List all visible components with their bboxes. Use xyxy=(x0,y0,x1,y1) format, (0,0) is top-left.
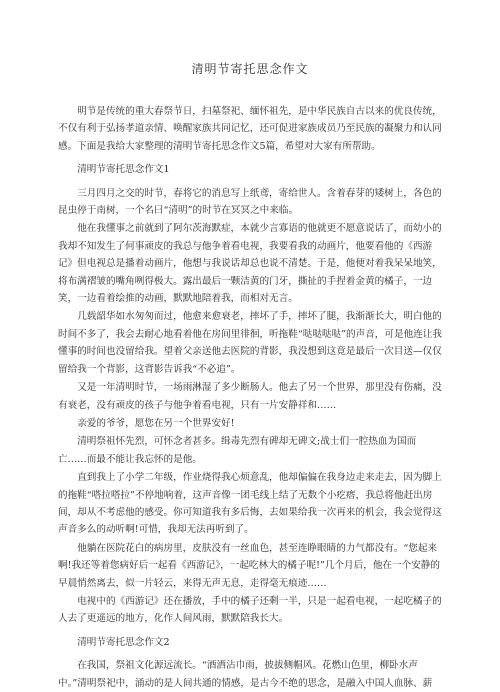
essay-1-paragraph-9: 电视中的《西游记》还在播放，手中的橘子还剩一半，只是一起看电视，一起吃橘子的人去了更遥远的地方，化作人间风雨，默默陪我长大。 xyxy=(58,595,442,625)
essay-1-paragraph-3: 几载韶华如水匆匆而过，他愈来愈衰老，摔坏了手，摔坏了腿，我渐渐长大，明白他的时间不多了，我会去耐心地看着他在房间里徘徊，听拖鞋“哒哒哒哒”的声音，可是他连让我懂事的时间也没留给我。望着父亲送他去医院的背影，我没想到这竟是最后一次目送—仅仅留给我一个背影，这背影告诉我“不必追”。 xyxy=(58,311,442,375)
essay-1-paragraph-6: 清明祭祖怀先烈，可怀念者甚多。缉毒先烈有碑却无碑文;战士们一腔热血为国而亡……而最不能让我忘怀的是他。 xyxy=(58,436,417,465)
essay-2-heading: 清明节寄托思念作文2 xyxy=(77,636,170,648)
essay-1-heading: 清明节寄托思念作文1 xyxy=(77,164,170,176)
essay-1-paragraph-7: 直到我上了小学二年级，作业烧得我心烦意乱，他却偏偏在我身边走来走去，因为脚上的拖鞋“嗒拉嗒拉”不停地响着，这声音像一团毛线上结了无数个小疙瘩，我总将他赶出房间，却从不考虑他的感受。你可知道我有多后悔，去如果给我一次再来的机会，我会觉得这声音多么的动听啊!可惜，我却无法再听到了。 xyxy=(58,472,442,536)
essay-1-paragraph-8: 他躺在医院花白的病房里，皮肤没有一丝血色，甚至连睁眼睛的力气都没有。“您起来啊!我还等着您病好后一起看《西游记》，一起吃林大的橘子呢!”几个月后，他在一个安静的早晨悄然离去，似一片轻云，来得无声无息，走得毫无痕迹…… xyxy=(58,542,440,589)
intro-paragraph: 明节是传统的重大春祭节日，扫墓祭祀、缅怀祖先，是中华民族自古以来的优良传统，不仅有利于弘扬孝道亲情、唤醒家族共同记忆，还可促进家族成员乃至民族的凝聚力和认同感。下面是我给大家整理的清明节寄托思念作文5篇，希望对大家有所帮助。 xyxy=(58,106,442,152)
document-title: 清明节寄托思念作文 xyxy=(191,62,309,76)
essay-1-paragraph-5: 亲爱的爷爷，愿您在另一个世界安好! xyxy=(77,417,235,429)
essay-2-paragraph-1: 在我国，祭祖文化源远流长。“酒洒沾巾雨，披拔侧帽风。花燃山色里，柳卧水声中。”清明祭祀中，涌动的是人间共通的情感，是古今不绝的思念，是融入中国人血脉、薪 xyxy=(58,660,433,689)
essay-1-paragraph-2: 他在我懂事之前就到了阿尔茨海默症，本就少言寡语的他就更不愿意说话了，而幼小的我却不知发生了何事顽皮的我总与他争着看电视，我要看我的动画片，他要看他的《西游记》但电视总是播着动画片，他想与我说话却总也说不清楚。于是，他便对着我呆呆地笑，将布满褶皱的嘴角咧得极大。露出最后一颗洁黄的门牙，撕扯的手捏着金黄的橘子，一边笑，一边看着绘推的动画，默默地陪着我，而相对无言。 xyxy=(58,223,442,305)
essay-1-paragraph-1: 三月四月之交的时节，春将它的消息写上纸鸢，寄给世人。含着春芽的矮树上，各色的昆虫停于南树，一个名曰“清明”的时节在冥冥之中来临。 xyxy=(58,187,442,217)
essay-1-paragraph-4: 又是一年清明时节，一场雨淋湿了多少断肠人。他去了另一个世界，那里没有伤痛，没有衰老，没有顽皮的孩子与他争着看电视，只有一片安静祥和…… xyxy=(58,382,442,411)
